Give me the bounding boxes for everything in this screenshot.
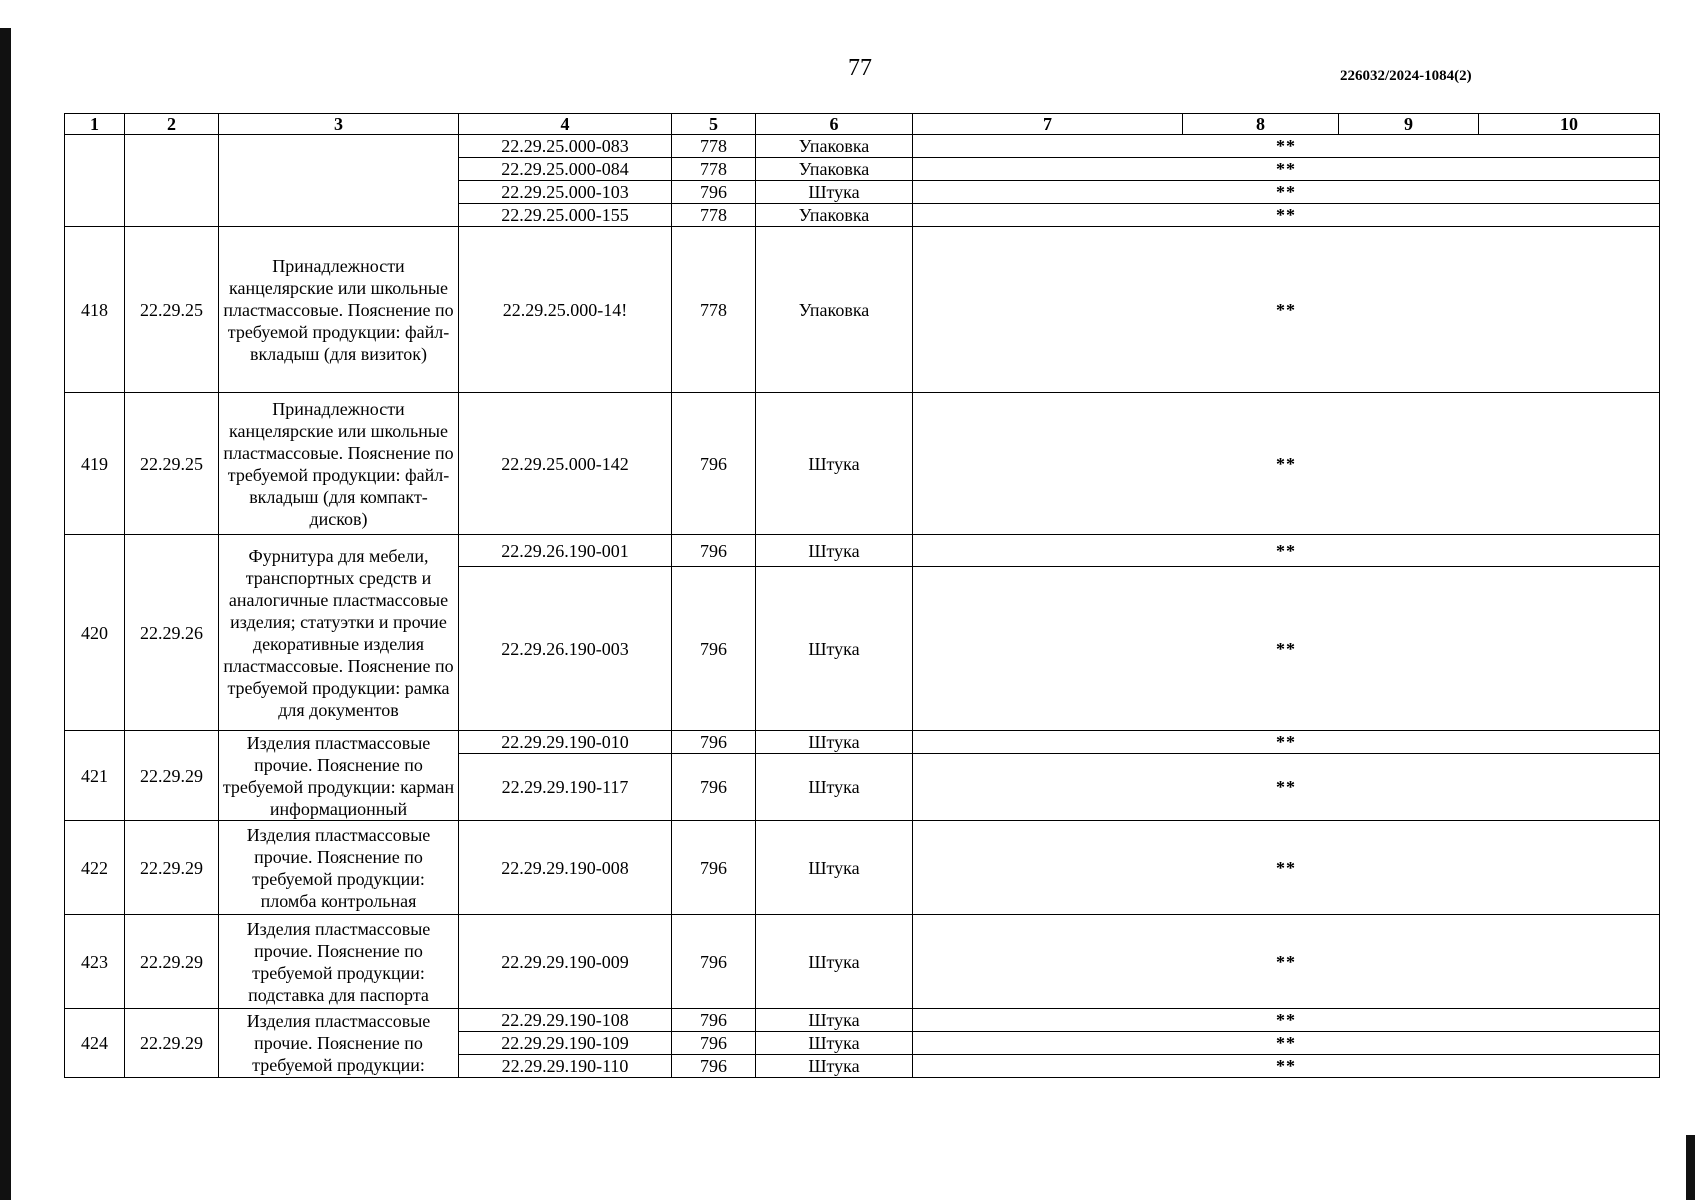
ktru-code: 22.29.25.000-103 <box>459 181 672 204</box>
item-description: Изделия пластмассовые прочие. Пояснение по требуемой продукции: пломба контрольная <box>219 821 459 915</box>
merged-mark: ** <box>913 1009 1660 1032</box>
ktru-code: 22.29.29.190-008 <box>459 821 672 915</box>
ktru-code: 22.29.29.190-010 <box>459 731 672 754</box>
okei-code: 796 <box>672 535 756 567</box>
okei-code: 796 <box>672 1032 756 1055</box>
ktru-code: 22.29.25.000-142 <box>459 393 672 535</box>
okpd-code <box>125 135 219 227</box>
unit-name: Штука <box>756 567 913 731</box>
table-row <box>65 393 1660 535</box>
okpd-code: 22.29.29 <box>125 821 219 915</box>
ktru-code: 22.29.29.190-110 <box>459 1055 672 1078</box>
header-cell: 5 <box>672 114 756 135</box>
merged-mark: ** <box>913 754 1660 821</box>
okei-code: 796 <box>672 821 756 915</box>
okei-code: 778 <box>672 135 756 158</box>
unit-name: Штука <box>756 535 913 567</box>
unit-name: Штука <box>756 821 913 915</box>
unit-name: Штука <box>756 1009 913 1032</box>
header-cell: 6 <box>756 114 913 135</box>
merged-mark: ** <box>913 393 1660 535</box>
row-number <box>65 135 125 227</box>
row-number: 424 <box>65 1009 125 1078</box>
merged-mark: ** <box>913 915 1660 1009</box>
ktru-code: 22.29.25.000-084 <box>459 158 672 181</box>
header-cell: 10 <box>1479 114 1660 135</box>
scan-edge-right <box>1686 1135 1695 1200</box>
ktru-code: 22.29.29.190-009 <box>459 915 672 1009</box>
unit-name: Упаковка <box>756 204 913 227</box>
unit-name: Штука <box>756 731 913 754</box>
okei-code: 796 <box>672 915 756 1009</box>
okei-code: 778 <box>672 227 756 393</box>
products-table <box>64 113 1660 1078</box>
item-description: Фурнитура для мебели, транспортных средств и аналогичные пластмассовые изделия; статуэтки и прочие декоративные изделия пластмассовые. Пояснение по требуемой продукции: рамка для документов <box>219 535 459 731</box>
merged-mark: ** <box>913 1055 1660 1078</box>
header-cell: 2 <box>125 114 219 135</box>
unit-name: Штука <box>756 393 913 535</box>
okei-code: 778 <box>672 158 756 181</box>
unit-name: Упаковка <box>756 158 913 181</box>
table-header-row <box>65 114 1660 135</box>
header-cell: 7 <box>913 114 1183 135</box>
ktru-code: 22.29.26.190-003 <box>459 567 672 731</box>
row-number: 423 <box>65 915 125 1009</box>
okei-code: 796 <box>672 1009 756 1032</box>
ktru-code: 22.29.29.190-108 <box>459 1009 672 1032</box>
ktru-code: 22.29.29.190-109 <box>459 1032 672 1055</box>
ktru-code: 22.29.29.190-117 <box>459 754 672 821</box>
header-cell: 1 <box>65 114 125 135</box>
unit-name: Упаковка <box>756 135 913 158</box>
header-cell: 3 <box>219 114 459 135</box>
okei-code: 796 <box>672 1055 756 1078</box>
unit-name: Штука <box>756 754 913 821</box>
unit-name: Штука <box>756 1032 913 1055</box>
table-row <box>65 135 1660 158</box>
okpd-code: 22.29.26 <box>125 535 219 731</box>
okei-code: 796 <box>672 754 756 821</box>
item-description: Изделия пластмассовые прочие. Пояснение по требуемой продукции: подставка для паспорта <box>219 915 459 1009</box>
row-number: 419 <box>65 393 125 535</box>
merged-mark: ** <box>913 535 1660 567</box>
okpd-code: 22.29.29 <box>125 915 219 1009</box>
merged-mark: ** <box>913 821 1660 915</box>
merged-mark: ** <box>913 204 1660 227</box>
merged-mark: ** <box>913 158 1660 181</box>
okpd-code: 22.29.25 <box>125 227 219 393</box>
merged-mark: ** <box>913 181 1660 204</box>
merged-mark: ** <box>913 227 1660 393</box>
unit-name: Штука <box>756 181 913 204</box>
header-cell: 9 <box>1339 114 1479 135</box>
table-row <box>65 535 1660 567</box>
table-row <box>65 915 1660 1009</box>
ktru-code: 22.29.25.000-14! <box>459 227 672 393</box>
okpd-code: 22.29.29 <box>125 731 219 821</box>
okei-code: 796 <box>672 393 756 535</box>
item-description: Изделия пластмассовые прочие. Пояснение по требуемой продукции: <box>219 1009 459 1078</box>
okei-code: 778 <box>672 204 756 227</box>
okei-code: 796 <box>672 181 756 204</box>
merged-mark: ** <box>913 135 1660 158</box>
item-description: Изделия пластмассовые прочие. Пояснение по требуемой продукции: карман информационный <box>219 731 459 821</box>
row-number: 422 <box>65 821 125 915</box>
unit-name: Штука <box>756 915 913 1009</box>
row-number: 420 <box>65 535 125 731</box>
ktru-code: 22.29.25.000-155 <box>459 204 672 227</box>
merged-mark: ** <box>913 567 1660 731</box>
okpd-code: 22.29.25 <box>125 393 219 535</box>
row-number: 421 <box>65 731 125 821</box>
document-number: 226032/2024-1084(2) <box>1340 68 1472 84</box>
table-row <box>65 227 1660 393</box>
ktru-code: 22.29.26.190-001 <box>459 535 672 567</box>
okei-code: 796 <box>672 567 756 731</box>
table-row <box>65 731 1660 754</box>
okei-code: 796 <box>672 731 756 754</box>
item-description: Принадлежности канцелярские или школьные пластмассовые. Пояснение по требуемой продукции: файл-вкладыш (для компакт-дисков) <box>219 393 459 535</box>
scan-edge-left <box>0 28 11 1200</box>
merged-mark: ** <box>913 731 1660 754</box>
row-number: 418 <box>65 227 125 393</box>
unit-name: Упаковка <box>756 227 913 393</box>
unit-name: Штука <box>756 1055 913 1078</box>
header-cell: 8 <box>1183 114 1339 135</box>
page-number: 77 <box>848 55 872 81</box>
ktru-code: 22.29.25.000-083 <box>459 135 672 158</box>
table-row <box>65 821 1660 915</box>
okpd-code: 22.29.29 <box>125 1009 219 1078</box>
header-cell: 4 <box>459 114 672 135</box>
item-description: Принадлежности канцелярские или школьные пластмассовые. Пояснение по требуемой продукции: файл-вкладыш (для визиток) <box>219 227 459 393</box>
merged-mark: ** <box>913 1032 1660 1055</box>
item-description <box>219 135 459 227</box>
table-row <box>65 1009 1660 1032</box>
